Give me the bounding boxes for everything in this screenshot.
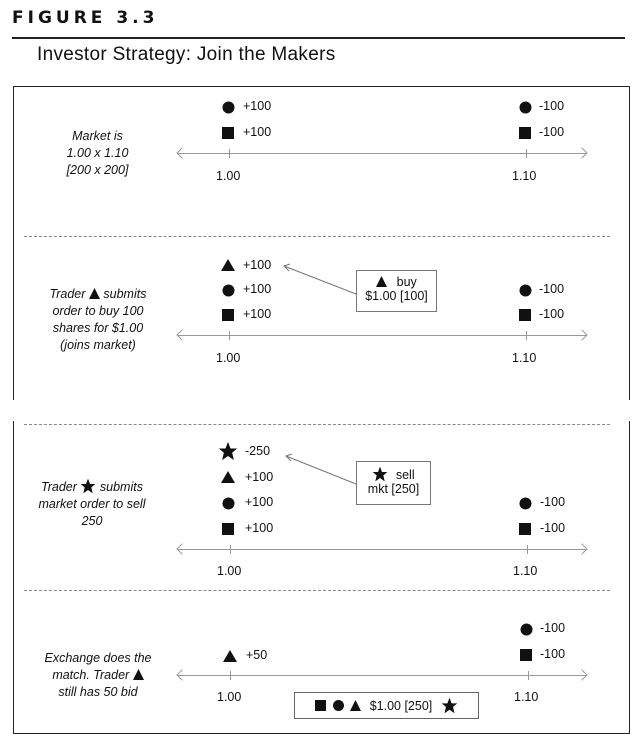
triangle-icon	[350, 700, 361, 711]
tick-label-left: 1.00	[217, 564, 242, 578]
square-icon	[222, 127, 234, 139]
triangle-icon	[223, 650, 237, 662]
desc-line: 1.00 x 1.10	[66, 146, 129, 160]
tick-mark	[527, 545, 528, 554]
circle-icon	[519, 497, 532, 510]
tick-mark	[230, 545, 231, 554]
ask-circle-qty: -100	[539, 99, 565, 113]
tick-label-left: 1.00	[216, 351, 241, 365]
scenario-3-description	[28, 478, 156, 530]
scenario-2-description	[28, 286, 168, 354]
desc-line	[28, 478, 156, 496]
match-box	[294, 692, 479, 719]
bid-circle-qty: +100	[243, 282, 272, 296]
star-icon	[372, 466, 388, 482]
star-icon	[441, 697, 458, 714]
desc-word: match. Trader	[52, 668, 130, 682]
star-icon	[80, 478, 96, 494]
circle-icon	[519, 101, 532, 114]
desc-line: Market is	[72, 129, 123, 143]
square-icon	[222, 309, 234, 321]
circle-icon	[520, 623, 533, 636]
order-side-row	[357, 466, 430, 482]
desc-word: Trader	[41, 480, 77, 494]
order-detail: mkt [250]	[367, 482, 420, 496]
desc-line: shares for $1.00	[52, 321, 144, 335]
match-detail: $1.00 [250]	[369, 699, 433, 713]
tick-label-right: 1.10	[512, 169, 537, 183]
ask-circle-qty: -100	[540, 495, 566, 509]
desc-word: submits	[99, 480, 143, 494]
triangle-icon	[376, 276, 387, 287]
bid-star-qty: -250	[245, 444, 271, 458]
price-axis	[178, 549, 587, 550]
square-icon	[222, 523, 234, 535]
star-icon	[218, 441, 238, 461]
bid-square-qty: +100	[245, 521, 274, 535]
tick-label-right: 1.10	[513, 564, 538, 578]
tick-label-right: 1.10	[514, 690, 539, 704]
square-icon	[519, 523, 531, 535]
figure-title: Investor Strategy: Join the Makers	[37, 44, 336, 65]
desc-line	[28, 667, 168, 684]
page-break-gap	[0, 400, 640, 421]
figure-label: FIGURE 3.3	[12, 8, 159, 28]
header-rule	[12, 37, 625, 39]
circle-icon	[222, 284, 235, 297]
tick-label-left: 1.00	[216, 169, 241, 183]
ask-square-qty: -100	[540, 647, 566, 661]
triangle-icon	[89, 288, 100, 299]
triangle-icon	[133, 669, 144, 680]
divider-1	[24, 236, 610, 237]
circle-icon	[333, 700, 344, 711]
tick-mark	[526, 331, 527, 340]
tick-mark	[229, 149, 230, 158]
divider-3	[24, 590, 610, 591]
buy-order-box	[356, 270, 437, 312]
scenario-4-description	[28, 650, 168, 701]
triangle-icon	[221, 471, 235, 483]
circle-icon	[519, 284, 532, 297]
desc-line: (joins market)	[60, 338, 136, 352]
bid-triangle-qty: +100	[245, 470, 274, 484]
order-side: buy	[396, 275, 417, 289]
bid-square-qty: +100	[243, 307, 272, 321]
desc-line: market order to sell	[38, 497, 146, 511]
sell-order-box	[356, 461, 431, 505]
tick-mark	[526, 149, 527, 158]
tick-mark	[528, 671, 529, 680]
order-detail: $1.00 [100]	[365, 289, 428, 303]
desc-line: still has 50 bid	[58, 685, 138, 699]
scenario-1-description	[40, 128, 155, 179]
desc-line: 250	[81, 514, 103, 528]
triangle-icon	[221, 259, 235, 271]
order-side: sell	[395, 468, 415, 482]
ask-square-qty: -100	[539, 125, 565, 139]
circle-icon	[222, 101, 235, 114]
ask-square-qty: -100	[539, 307, 565, 321]
desc-line: order to buy 100	[52, 304, 144, 318]
divider-2	[24, 424, 610, 425]
match-row	[295, 697, 478, 714]
desc-word: submits	[103, 287, 147, 301]
bid-square-qty: +100	[243, 125, 272, 139]
ask-square-qty: -100	[540, 521, 566, 535]
ask-circle-qty: -100	[539, 282, 565, 296]
price-axis	[178, 675, 587, 676]
bid-circle-qty: +100	[243, 99, 272, 113]
square-icon	[519, 309, 531, 321]
desc-word: Trader	[49, 287, 86, 301]
tick-label-left: 1.00	[217, 690, 242, 704]
square-icon	[520, 649, 532, 661]
bid-triangle-qty: +100	[243, 258, 272, 272]
tick-label-right: 1.10	[512, 351, 537, 365]
order-side-row	[357, 275, 436, 289]
desc-line: Exchange does the	[44, 651, 152, 665]
tick-mark	[230, 671, 231, 680]
desc-line: [200 x 200]	[66, 163, 129, 177]
square-icon	[519, 127, 531, 139]
bid-circle-qty: +100	[245, 495, 274, 509]
bid-triangle-qty: +50	[246, 648, 268, 662]
tick-mark	[229, 331, 230, 340]
square-icon	[315, 700, 326, 711]
ask-circle-qty: -100	[540, 621, 566, 635]
desc-line	[28, 286, 168, 303]
circle-icon	[222, 497, 235, 510]
